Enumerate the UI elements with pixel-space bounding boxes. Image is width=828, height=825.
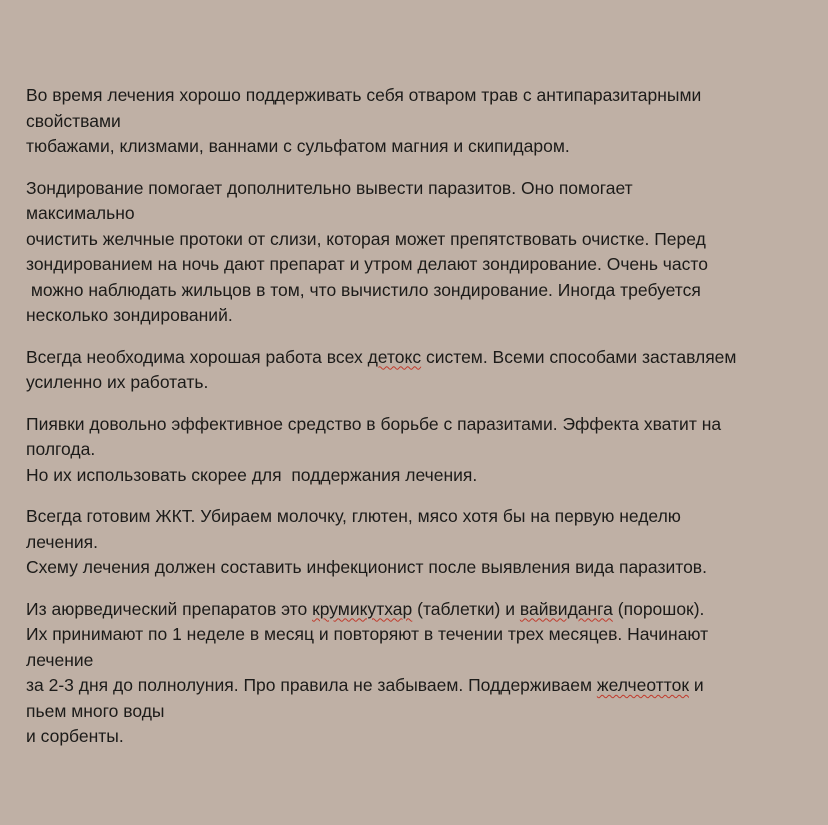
paragraph-ayurvedic <box>26 597 816 750</box>
paragraph-herbal-support <box>26 83 816 160</box>
spellcheck-word[interactable]: крумикутхар <box>312 598 413 619</box>
text-line: лечения. <box>26 531 98 552</box>
text-line: Схему лечения должен составить инфекционист после выявления вида паразитов. <box>26 557 707 577</box>
document-body <box>26 83 816 766</box>
text-line: несколько зондирований. <box>26 305 233 325</box>
text-line: Всегда готовим ЖКТ. Убираем молочку, глютен, мясо хотя бы на первую неделю <box>26 506 681 526</box>
text-line: максимально <box>26 203 135 223</box>
paragraph-gi-prep <box>26 504 816 581</box>
text-line: тюбажами, клизмами, ваннами с сульфатом магния и скипидаром. <box>26 136 570 156</box>
text-segment: и <box>688 675 704 695</box>
text-line <box>26 597 816 623</box>
text-line: Пиявки довольно эффективное средство в борьбе с паразитами. Эффекта хватит на <box>26 413 722 434</box>
text-segment: (порошок). <box>612 598 705 619</box>
text-line: пьем много воды <box>26 700 165 721</box>
text-line: можно наблюдать жильцов в том, что вычистило зондирование. Иногда требуется <box>26 279 701 300</box>
text-line <box>26 673 816 699</box>
spellcheck-word[interactable]: вайвиданга <box>519 598 613 619</box>
paragraph-leeches <box>26 412 816 489</box>
text-segment: Всегда необходима хорошая работа всех <box>26 346 368 367</box>
text-line: Их принимают по 1 неделе в месяц и повторяют в течении трех месяцев. Начинают <box>26 624 709 644</box>
text-segment: систем. Всеми способами заставляем <box>421 346 737 367</box>
text-line: свойствами <box>26 110 121 131</box>
text-line: полгода. <box>26 439 96 459</box>
text-line: Во время лечения хорошо поддерживать себя отваром трав с антипаразитарными <box>26 85 702 105</box>
text-line: и сорбенты. <box>26 726 124 746</box>
spellcheck-word[interactable]: желчеотток <box>596 675 689 695</box>
spellcheck-word[interactable]: детокс <box>367 346 422 367</box>
text-line: очистить желчные протоки от слизи, которая может препятствовать очистке. Перед <box>26 228 706 249</box>
text-segment: Из аюрведический препаратов это <box>26 598 313 619</box>
text-line <box>26 345 816 371</box>
paragraph-probing <box>26 176 816 329</box>
text-line: зондированием на ночь дают препарат и утром делают зондирование. Очень часто <box>26 254 708 274</box>
text-segment: (таблетки) и <box>412 598 520 619</box>
text-line: Зондирование помогает дополнительно вывести паразитов. Оно помогает <box>26 177 633 198</box>
text-line: Но их использовать скорее для поддержания лечения. <box>26 464 478 485</box>
text-line: лечение <box>26 649 94 670</box>
text-segment: за 2-3 дня до полнолуния. Про правила не забываем. Поддерживаем <box>26 675 597 695</box>
text-line: усиленно их работать. <box>26 372 209 392</box>
paragraph-detox <box>26 345 816 396</box>
